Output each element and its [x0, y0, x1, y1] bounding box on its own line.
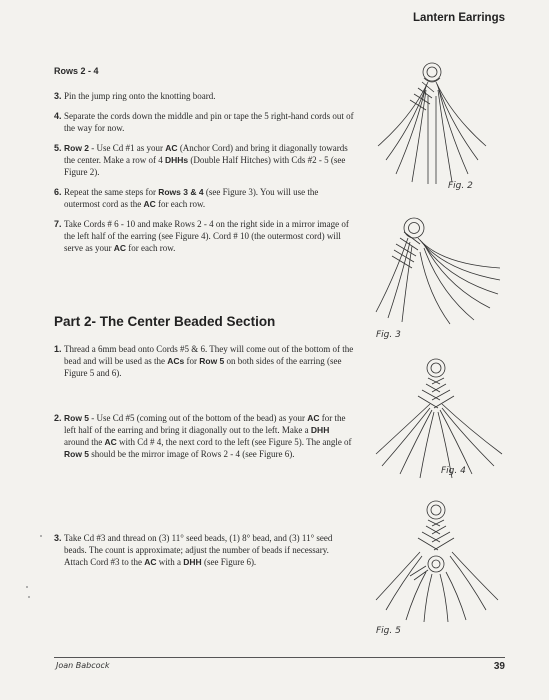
bold-term: AC: [144, 557, 157, 567]
text-run: for: [184, 356, 200, 366]
bold-term: AC: [143, 199, 156, 209]
step-number: 6.: [54, 187, 62, 197]
step-number: 7.: [54, 219, 62, 229]
step-text: Separate the cords down the middle and pin or tape the 5 right-hand cords out of the way for now.: [64, 111, 354, 133]
text-run: (Double Half Hitches) with Cds #2 - 5 (see Figure 2).: [64, 155, 346, 177]
part2-step-2: [54, 412, 354, 468]
figure-3-label: Fig. 3: [376, 330, 401, 340]
bold-term: AC: [307, 413, 320, 423]
text-run: Repeat the same steps for: [64, 187, 159, 197]
bold-term: DHH: [183, 557, 202, 567]
figure-3-illustration: [370, 208, 504, 326]
text-run: - Use Cd #5 (coming out of the bottom of the bead) as your: [89, 413, 308, 423]
step-6: [54, 186, 354, 210]
bold-term: Row 5: [199, 356, 225, 366]
footer-signature: Joan Babcock: [56, 661, 110, 670]
bold-term: ACs: [167, 356, 185, 366]
part-2-heading: Part 2- The Center Beaded Section: [54, 314, 276, 329]
step-4: [54, 110, 354, 134]
step-number: 3.: [54, 91, 62, 101]
section-rows-2-4: [54, 66, 354, 262]
text-run: should be the mirror image of Rows 2 - 4 (see Figure 6).: [89, 449, 295, 459]
text-run: for the left half of the earring and bring it diagonally out to the left. Make a: [64, 413, 346, 435]
figure-5-illustration: [370, 496, 504, 624]
footer-divider: [54, 657, 505, 658]
step-5: [54, 142, 354, 178]
step-text: [64, 142, 354, 178]
text-run: (Anchor Cord) and bring it diagonally towards the center. Make a row of 4: [64, 143, 348, 165]
bold-term: Row 2: [64, 143, 90, 153]
text-run: Take Cords # 6 - 10 and make Rows 2 - 4 on the right side in a mirror image of the left half of the earring (see Figure 4). Cord # 10 (the outermost cord) will serve as your: [64, 219, 349, 253]
step-text: [64, 218, 354, 254]
text-run: Thread a 6mm bead onto Cords #5 & 6. They will come out of the bottom of the bead and will be used as the: [64, 344, 354, 366]
step-text: [64, 343, 354, 379]
rows-heading: Rows 2 - 4: [54, 66, 99, 76]
step-3: [54, 90, 354, 102]
text-run: for each row.: [155, 199, 206, 209]
text-run: (see Figure 3). You will use the outermost cord as the: [64, 187, 319, 209]
bold-term: Rows 3 & 4: [158, 187, 204, 197]
step-text: Pin the jump ring onto the knotting board.: [64, 91, 216, 101]
step-row: [54, 412, 354, 460]
part2-step-1: [54, 343, 354, 387]
text-run: (see Figure 6).: [201, 557, 257, 567]
bold-term: DHHs: [164, 155, 189, 165]
bold-term: DHH: [310, 425, 330, 435]
bold-term: Row 5: [64, 449, 90, 459]
figure-5-label: Fig. 5: [376, 626, 401, 636]
page-number: 39: [493, 661, 505, 672]
step-7: [54, 218, 354, 254]
step-row: [54, 532, 354, 568]
text-run: for each row.: [126, 243, 176, 253]
header-title: Lantern Earrings: [412, 12, 505, 24]
step-number: 3.: [54, 533, 62, 543]
bold-term: Row 5: [64, 413, 90, 423]
step-text: [64, 186, 354, 210]
text-run: Take Cd #3 and thread on (3) 11° seed beads, (1) 8° bead, and (3) 11° seed beads. The count is approximate; adjust the number of beads if necessary. Attach Cord #3 to the: [64, 533, 333, 567]
scan-speck: [28, 596, 30, 598]
figure-2-illustration: [372, 56, 504, 188]
part2-step-3: [54, 532, 354, 576]
step-number: 1.: [54, 344, 62, 354]
step-number: 5.: [54, 143, 62, 153]
figure-2-label: Fig. 2: [448, 181, 473, 191]
text-run: - Use Cd #1 as your: [89, 143, 166, 153]
text-run: with a: [156, 557, 184, 567]
step-text: [64, 532, 354, 568]
bold-term: AC: [104, 437, 117, 447]
bold-term: AC: [165, 143, 178, 153]
figure-4-label: Fig. 4: [441, 466, 466, 476]
text-run: around the: [64, 437, 105, 447]
step-text: [64, 412, 354, 460]
step-number: 4.: [54, 111, 62, 121]
step-row: [54, 343, 354, 379]
text-run: with Cd # 4, the next cord to the left (see Figure 5). The angle of: [116, 437, 352, 447]
step-number: 2.: [54, 413, 62, 423]
scan-speck: [40, 535, 42, 537]
text-run: on both sides of the earring (see Figure 5 and 6).: [64, 356, 342, 378]
figure-4-illustration: [372, 354, 506, 480]
bold-term: AC: [113, 243, 127, 253]
scan-speck: [26, 586, 28, 588]
